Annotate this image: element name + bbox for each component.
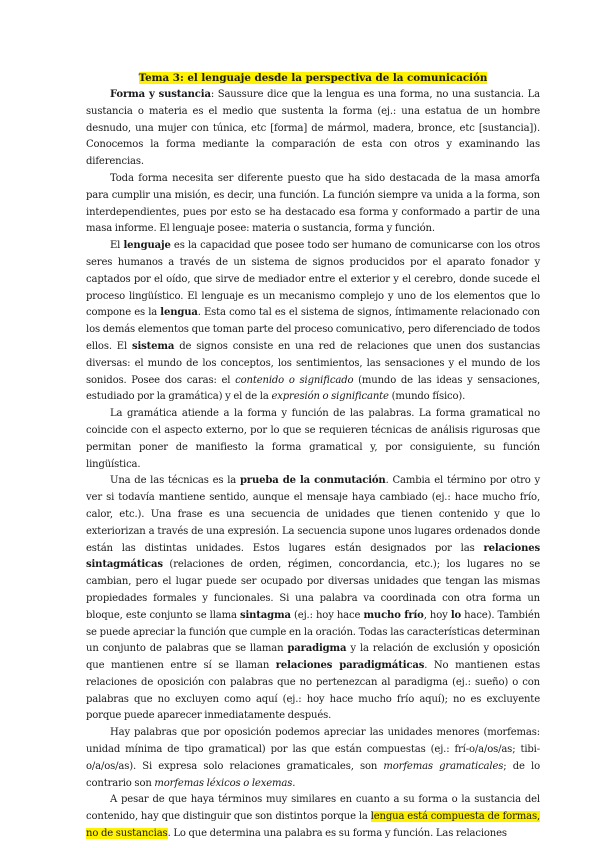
title-highlight: Tema 3: el lenguaje desde la perspectiva de la comunicación: [138, 72, 488, 84]
term-forma-y-sustancia: Forma y sustancia: [110, 89, 211, 100]
text: de signos consiste en una red de relaciones que unen dos sustancias diversas: el mundo de los conceptos, los sentimientos, las sensaciones y el mundo de los sonidos. Posee dos caras: el: [86, 340, 540, 386]
text: Toda forma necesita ser diferente puesto que ha sido destacada de la masa amorfa para cumplir una misión, es decir, una función. La función siempre va unida a la forma, son interdependientes, pues por esto se ha destacado esa forma y conformado a partir de una masa informe. El lenguaje posee: materia o sustancia, forma y función.: [86, 172, 540, 235]
text: : Saussure dice que la lengua es una forma, no una sustancia. La sustancia o materia es el medio que sustenta la forma (ej.: una estatua de un hombre desnudo, una mujer con túnica, etc [forma] de mármol, madera, bronce, etc [sustancia]). Conocemos la forma mediante la comparación de esta con otros y examinando las diferencias.: [86, 89, 541, 168]
document-title: [86, 71, 540, 85]
text: Hay palabras que por oposición podemos apreciar las unidades menores (morfemas: unidad mínima de tipo gramatical) por las que están compuestas (ej.: frí-o/a/os/as; tibi-o/a/os/as). Si expresa solo relaciones gramaticales, son: [86, 727, 540, 772]
text: (mundo físico).: [388, 391, 466, 403]
term-lengua: lengua: [160, 307, 198, 319]
term-relaciones-paradigmaticas: relaciones paradigmáticas: [275, 660, 425, 672]
text: El: [110, 240, 124, 252]
text: y la relación de exclusión y oposición que mantienen entre sí se llaman: [86, 643, 540, 672]
paragraph-conmutacion: [86, 473, 540, 725]
paragraph-formas-sustancias: [86, 792, 540, 842]
text: (relaciones de orden, régimen, concordancia, etc.); los lugares no se cambian, pero el lugar puede ser ocupado por diversas unidades que tengan las mismas propiedades formales y funcionales. Si una palabra va coordinada con otra forma un bloque, este conjunto se llama: [86, 559, 540, 621]
term-sistema: sistema: [132, 340, 175, 352]
text: Una de las técnicas es la: [110, 475, 240, 487]
paragraph-lenguaje: [86, 238, 540, 406]
paragraph-forma-funcion: [86, 171, 540, 238]
term-morfemas-lexicos: morfemas léxicos o lexemas.: [154, 777, 296, 789]
text: . No mantienen estas relaciones de oposición con palabras que no pertenezcan al paradigma (ej.: sueño) o con palabras que no excluyen como aquí (ej.: hoy hace mucho frío aquí); no es excluyente porque puede aparecer inmediatamente después.: [86, 660, 540, 722]
term-mucho-frio: mucho frío: [363, 609, 424, 621]
term-morfemas-gramaticales: morfemas gramaticales: [383, 760, 504, 772]
text: . Cambia el término por otro y ver si todavía mantiene sentido, aunque el mensaje haya cambiado (ej.: hace mucho frío, calor, etc.). Una frase es una secuencia de unidades que tienen contenido y que lo exteriorizan a través de una expresión. La secuencia supone unos lugares ordenados donde están las distintas unidades. Estos lugares están designados por las: [86, 475, 541, 554]
term-prueba-conmutacion: prueba de la conmutación: [239, 475, 386, 487]
text: A pesar de que haya términos muy similares en cuanto a su forma o la sustancia del contenido, hay que distinguir que son distintos porque la: [86, 794, 540, 823]
highlighted-text: lengua está compuesta de formas, no de sustancias: [86, 811, 540, 840]
term-relaciones-sintagmaticas: relaciones sintagmáticas: [86, 542, 540, 571]
text: es la capacidad que posee todo ser humano de comunicarse con los otros seres humanos a través de un sistema de signos producidos por el aparato fonador y captados por el oído, que sirve de mediador entre el exterior y el cerebro, donde sucede el proceso lingüístico. El lenguaje es un mecanismo complejo y uno de los elementos que lo compone es la: [86, 240, 540, 319]
term-lo: lo: [450, 609, 462, 621]
text: hace). También se puede apreciar la función que cumple en la oración. Todas las características determinan un conjunto de palabras que se llaman: [86, 609, 541, 655]
text: (ej.: hoy hace: [290, 609, 364, 621]
paragraph-gramatica: [86, 406, 540, 473]
paragraph-forma-sustancia: [86, 87, 540, 171]
term-contenido: contenido o significado: [235, 374, 354, 386]
term-lenguaje: lenguaje: [123, 240, 171, 252]
text: , hoy: [423, 609, 451, 621]
term-paradigma: paradigma: [287, 643, 347, 655]
text: . Esta como tal es el sistema de signos, íntimamente relacionado con los demás elementos que toman parte del proceso comunicativo, pero diferenciado de todos ellos. El: [86, 307, 540, 352]
paragraph-morfemas: [86, 725, 540, 792]
term-expresion: expresión o significante: [271, 391, 389, 403]
text: (mundo de las ideas y sensaciones, estudiado por la gramática) y el de la: [86, 374, 540, 403]
text: ; de lo contrario son: [86, 760, 540, 789]
term-sintagma: sintagma: [239, 609, 291, 621]
text: La gramática atiende a la forma y función de las palabras. La forma gramatical no coincide con el aspecto externo, por lo que se requieren técnicas de análisis rigurosas que permitan poner de manifiesto la forma gramatical y, por consiguiente, su función lingüística.: [86, 408, 540, 470]
text: . Lo que determina una palabra es su forma y función. Las relaciones: [167, 828, 507, 840]
